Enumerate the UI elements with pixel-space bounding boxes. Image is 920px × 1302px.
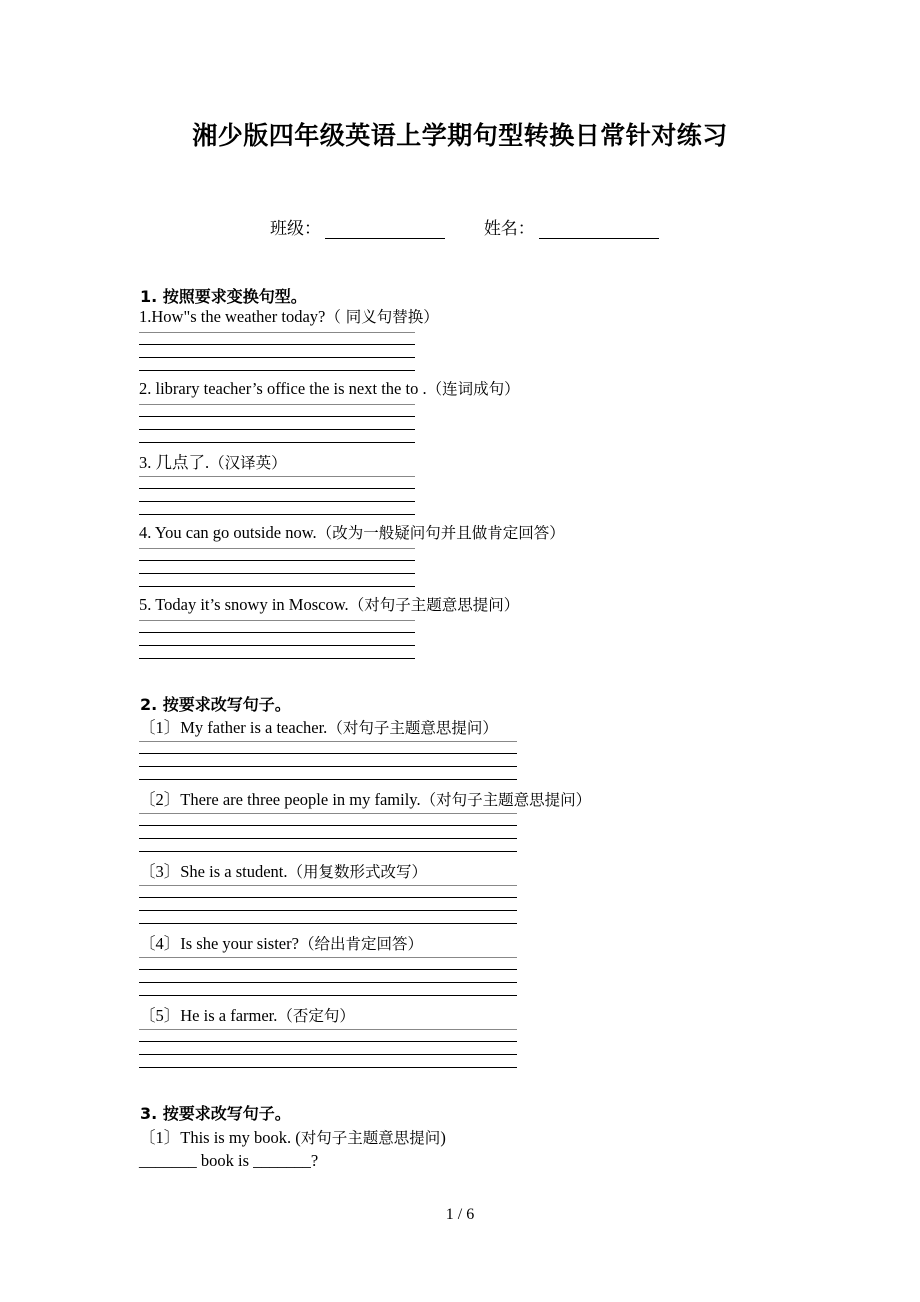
page-number: 1 / 6 [445,1206,475,1223]
section-1-heading: 1. 按照要求变换句型。 [140,287,307,306]
question-1-5: 5. Today it’s snowy in Moscow.（对句子主题意思提问） [139,595,520,614]
question-3-1: 〔1〕This is my book. (对句子主题意思提问) [139,1128,446,1147]
page-title: 湘少版四年级英语上学期句型转换日常针对练习 [192,121,728,150]
fill-in-line[interactable]: _______ book is _______? [139,1151,319,1170]
question-2-5: 〔5〕He is a farmer.（否定句） [139,1006,355,1025]
question-1-2: 2. library teacher’s office the is next the to .（连词成句） [139,379,520,398]
name-label: 姓名： [483,219,535,239]
class-label: 班级： [270,219,321,239]
question-2-3: 〔3〕She is a student.（用复数形式改写） [139,862,428,881]
name-blank[interactable] [539,220,659,239]
section-2-heading: 2. 按要求改写句子。 [140,695,291,714]
question-2-2: 〔2〕There are three people in my family.（对句子主题意思提问） [139,790,592,809]
question-1-3: 3. 几点了.（汉译英） [139,453,287,472]
student-info [270,214,659,239]
question-2-4: 〔4〕Is she your sister?（给出肯定回答） [139,934,423,953]
question-1-4: 4. You can go outside now.（改为一般疑问句并且做肯定回答） [139,523,565,542]
section-3-heading: 3. 按要求改写句子。 [140,1104,291,1123]
question-2-1: 〔1〕My father is a teacher.（对句子主题意思提问） [139,718,498,737]
class-blank[interactable] [325,220,445,239]
question-1-1: 1.How"s the weather today?（ 同义句替换） [139,307,439,326]
